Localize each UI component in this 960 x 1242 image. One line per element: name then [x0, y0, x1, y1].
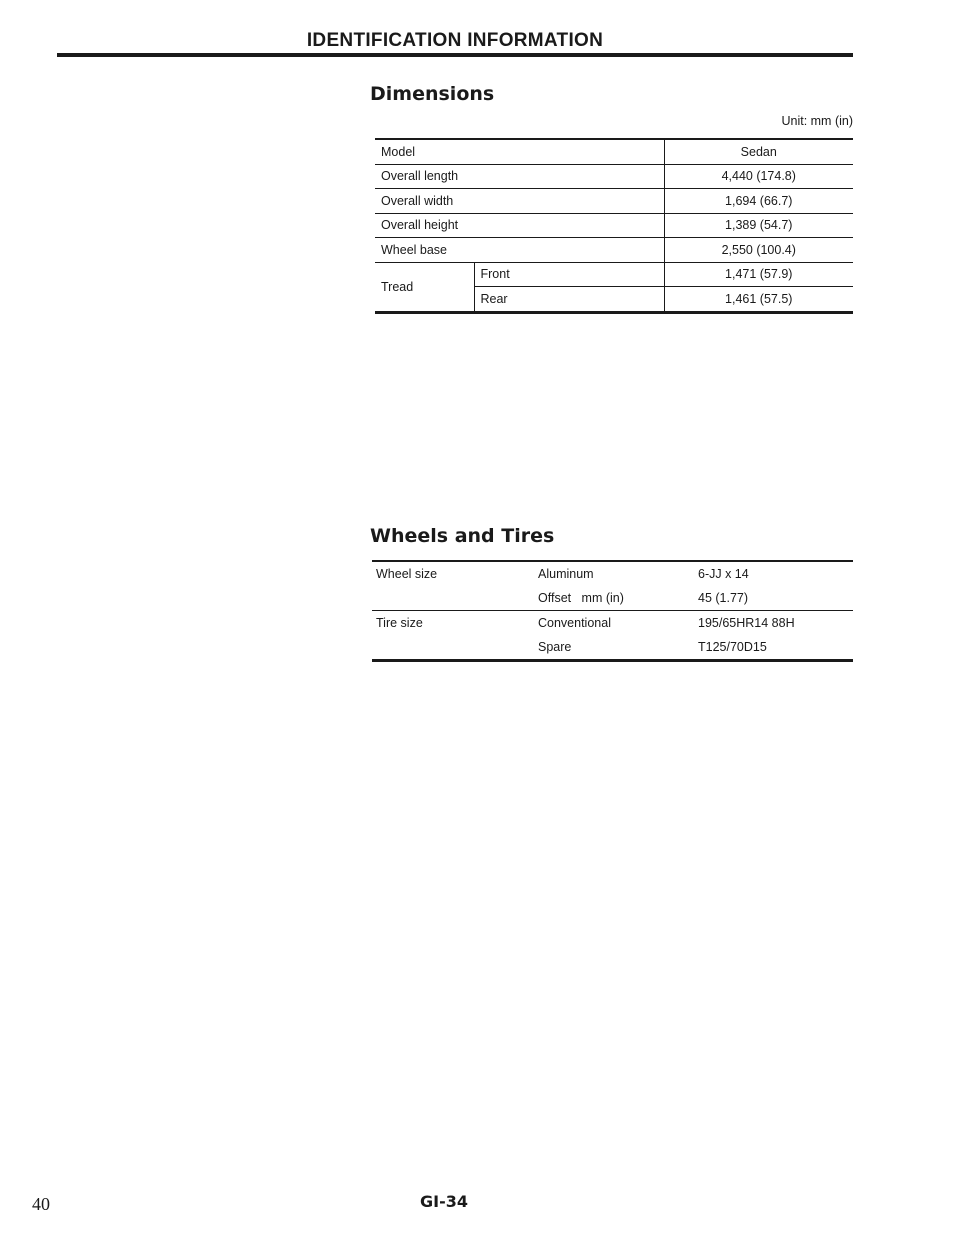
row-value: 4,440 (174.8): [664, 164, 853, 189]
unit-note: Unit: mm (in): [781, 114, 853, 128]
table-row: [372, 586, 853, 611]
tread-front-label: Front: [474, 262, 664, 287]
row-sub-label: Aluminum: [538, 567, 594, 581]
table-row: [375, 238, 853, 263]
tire-size-label: Tire size: [376, 616, 423, 630]
tread-rear-value: 1,461 (57.5): [664, 287, 853, 313]
row-sub-label: Offset mm (in): [534, 586, 694, 611]
table-row: [375, 262, 853, 287]
tread-label: Tread: [381, 279, 414, 294]
row-value: 195/65HR14 88H: [698, 616, 795, 630]
row-sub-label: Spare: [538, 640, 572, 654]
row-value: 1,694 (66.7): [664, 189, 853, 214]
table-row: [375, 189, 853, 214]
tread-front-value: 1,471 (57.9): [664, 262, 853, 287]
wheels-tires-table: [372, 560, 853, 662]
row-label: Overall length: [375, 164, 664, 189]
table-row: [372, 635, 853, 661]
table-row: [375, 139, 853, 164]
dimensions-table: [375, 138, 853, 314]
row-sub-label: Conventional: [538, 616, 611, 630]
table-row: [375, 164, 853, 189]
table-row: [372, 611, 853, 636]
model-label: Model: [375, 139, 664, 164]
table-row: [375, 213, 853, 238]
wheels-tires-heading: Wheels and Tires: [370, 525, 555, 547]
wheel-size-label: Wheel size: [376, 567, 438, 581]
row-value: 6-JJ x 14: [698, 567, 749, 581]
row-value: 45 (1.77): [694, 586, 853, 611]
row-label: Overall height: [375, 213, 664, 238]
row-label: Overall width: [375, 189, 664, 214]
row-value: 2,550 (100.4): [664, 238, 853, 263]
dimensions-heading: Dimensions: [370, 83, 495, 105]
tread-rear-label: Rear: [474, 287, 664, 313]
page-number: 40: [32, 1194, 50, 1214]
row-value: T125/70D15: [698, 640, 767, 654]
title-rule: [57, 53, 853, 57]
section-title: IDENTIFICATION INFORMATION: [306, 30, 604, 51]
table-row: [372, 561, 853, 586]
model-value: Sedan: [664, 139, 853, 164]
row-label: Wheel base: [375, 238, 664, 263]
page-code: GI-34: [420, 1192, 468, 1211]
row-value: 1,389 (54.7): [664, 213, 853, 238]
